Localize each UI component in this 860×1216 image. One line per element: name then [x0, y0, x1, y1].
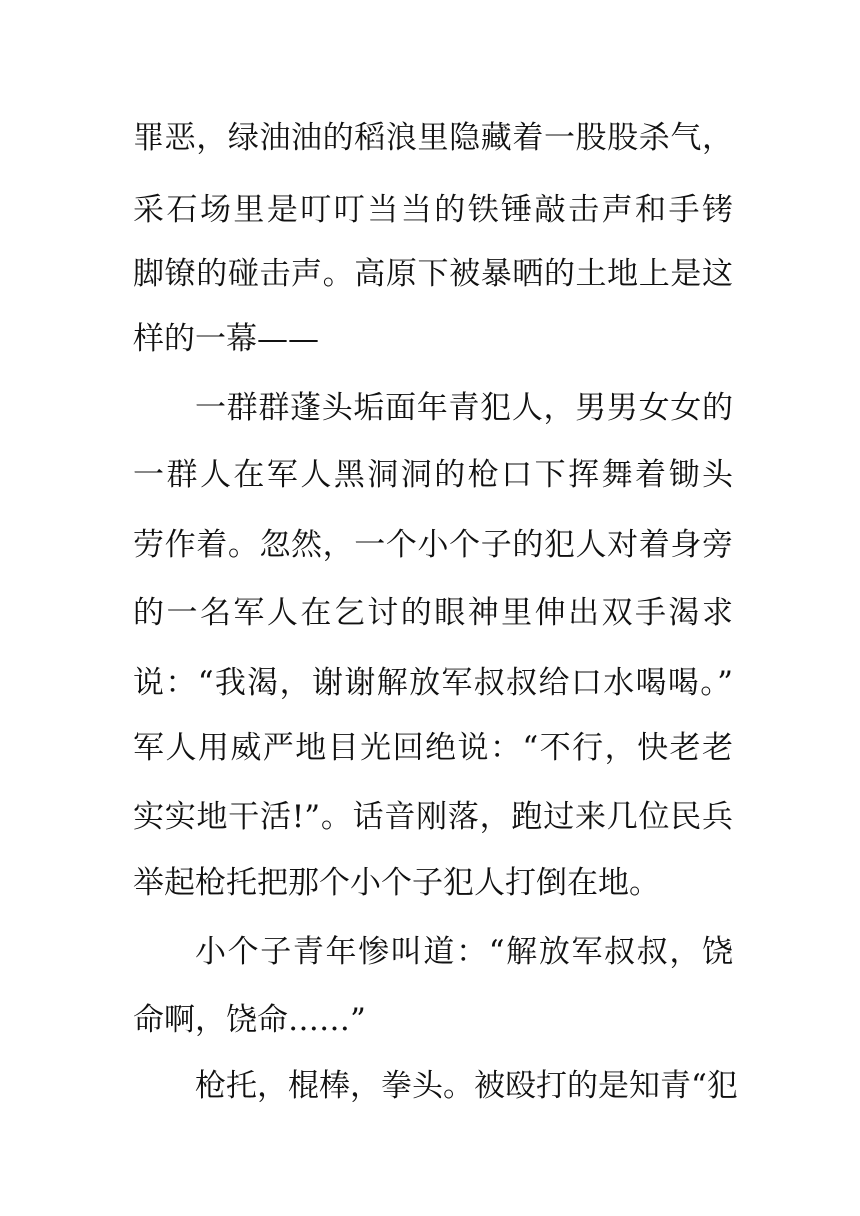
- text-line-3: 脚镣的碰击声。高原下被暴晒的土地上是这: [133, 256, 733, 292]
- paragraph-2-line-4: 的一名军人在乞讨的眼神里伸出双手渴求: [133, 595, 733, 631]
- text-line-1: 罪恶，绿油油的稻浪里隐藏着一股股杀气，: [133, 120, 733, 156]
- paragraph-2-line-6: 军人用威严地目光回绝说：“不行，快老老: [133, 730, 733, 766]
- text-line-4: 样的一幕——: [133, 321, 319, 357]
- paragraph-2-line-3: 劳作着。忽然，一个小个子的犯人对着身旁: [133, 527, 733, 563]
- paragraph-2-line-2: 一群人在军人黑洞洞的枪口下挥舞着锄头: [133, 457, 733, 493]
- paragraph-2-line-8: 举起枪托把那个小个子犯人打倒在地。: [133, 865, 660, 901]
- paragraph-3-line-2: 命啊，饶命……”: [133, 1002, 366, 1038]
- paragraph-4-line-1: 枪托，棍棒，拳头。被殴打的是知青“犯: [195, 1068, 738, 1104]
- paragraph-2-line-1: 一群群蓬头垢面年青犯人，男男女女的: [195, 390, 733, 426]
- paragraph-2-line-7: 实实地干活!”。话音刚落，跑过来几位民兵: [133, 799, 733, 835]
- text-line-2: 采石场里是叮叮当当的铁锤敲击声和手铐: [133, 192, 733, 228]
- paragraph-2-line-5: 说：“我渴，谢谢解放军叔叔给口水喝喝。”: [133, 665, 733, 701]
- paragraph-3-line-1: 小个子青年惨叫道：“解放军叔叔，饶: [195, 934, 733, 970]
